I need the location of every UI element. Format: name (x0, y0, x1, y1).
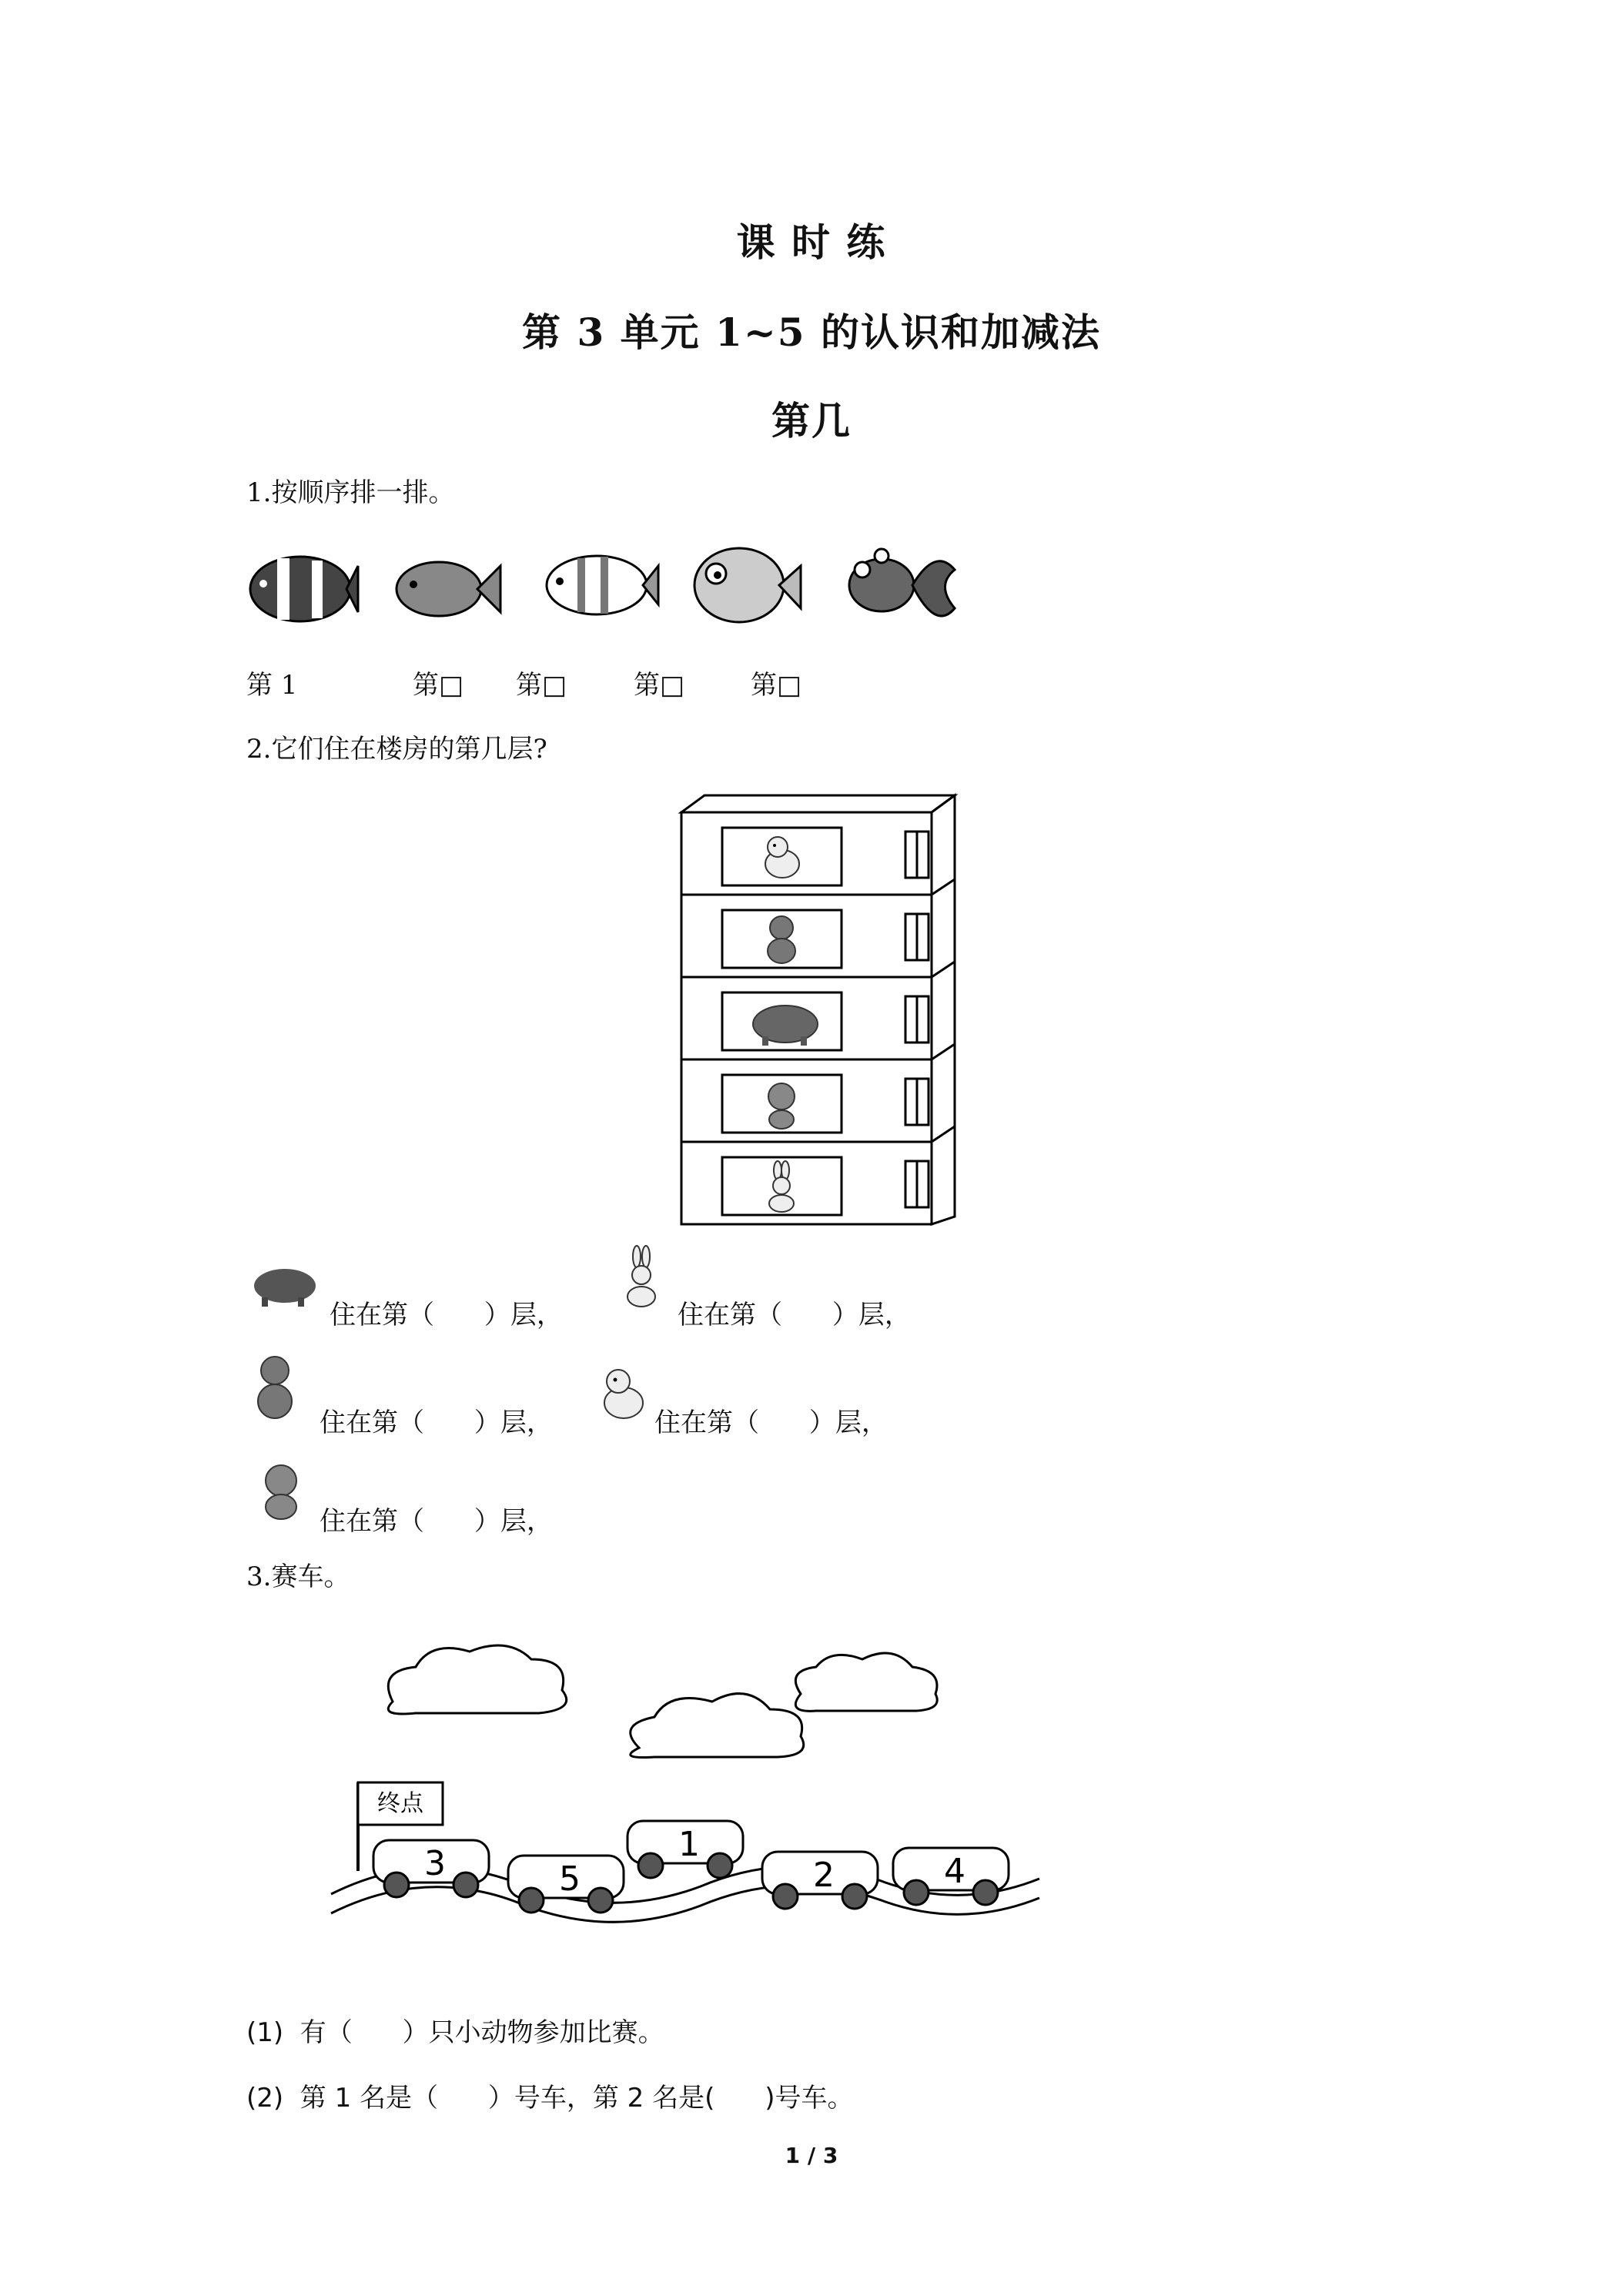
fish-label-2: 第□ (413, 670, 464, 701)
question-3-sub-1: (1) 有（ ）只小动物参加比赛。 (246, 2017, 664, 2048)
race-car (627, 1821, 743, 1878)
question-3-sub-2: (2) 第 1 名是（ ）号车，第 2 名是( )号车。 (246, 2083, 854, 2114)
chick-answer-line: 住在第（ ）层， (654, 1407, 888, 1438)
page-number: 1 / 3 (785, 2143, 838, 2168)
car-number: 5 (559, 1859, 581, 1899)
car-number: 1 (678, 1825, 700, 1864)
monkey-answer-line: 住在第（ ）层， (320, 1407, 553, 1438)
donkey-icon (768, 1083, 795, 1129)
race-car (373, 1840, 489, 1897)
unit-title: 第 3 单元 1~5 的认识和加减法 (522, 310, 1101, 355)
pig-answer-line: 住在第（ ）层， (330, 1300, 563, 1330)
chick-icon (597, 1363, 651, 1424)
fish-label-1: 第 1 (246, 670, 298, 701)
finish-flag-label: 终点 (377, 1790, 423, 1817)
question-2-prompt: 2.它们住在楼房的第几层? (246, 734, 547, 765)
fish-label-5: 第□ (751, 670, 802, 701)
angelfish-icon (547, 556, 658, 614)
page-title: 课 时 练 (736, 219, 887, 265)
rabbit-icon (620, 1246, 666, 1315)
car-number: 4 (944, 1852, 965, 1891)
donkey-answer-line: 住在第（ ）层， (320, 1506, 553, 1537)
race-car (893, 1848, 1009, 1905)
fish-label-4: 第□ (634, 670, 685, 701)
fish-label-3: 第□ (516, 670, 567, 701)
pufferfish-icon (694, 548, 801, 622)
car-number: 2 (813, 1856, 835, 1895)
car-number: 3 (424, 1844, 446, 1883)
goldfish-icon (849, 549, 955, 616)
monkey-icon (250, 1354, 304, 1427)
question-3-prompt: 3.赛车。 (246, 1561, 350, 1592)
donkey-icon (250, 1459, 308, 1525)
building-diagram (678, 793, 970, 1232)
race-car (762, 1852, 878, 1909)
fish-icon (397, 562, 500, 616)
question-1-prompt: 1.按顺序排一排。 (246, 477, 455, 508)
cloud-icon (795, 1653, 937, 1711)
lesson-title: 第几 (771, 398, 852, 443)
race-illustration (331, 1617, 1039, 1940)
cloud-icon (388, 1645, 566, 1714)
clownfish-icon (250, 557, 358, 621)
cloud-icon (631, 1694, 804, 1758)
race-car (508, 1856, 624, 1913)
fish-row (246, 539, 955, 639)
rabbit-answer-line: 住在第（ ）层， (678, 1300, 911, 1330)
pig-icon (250, 1263, 320, 1309)
